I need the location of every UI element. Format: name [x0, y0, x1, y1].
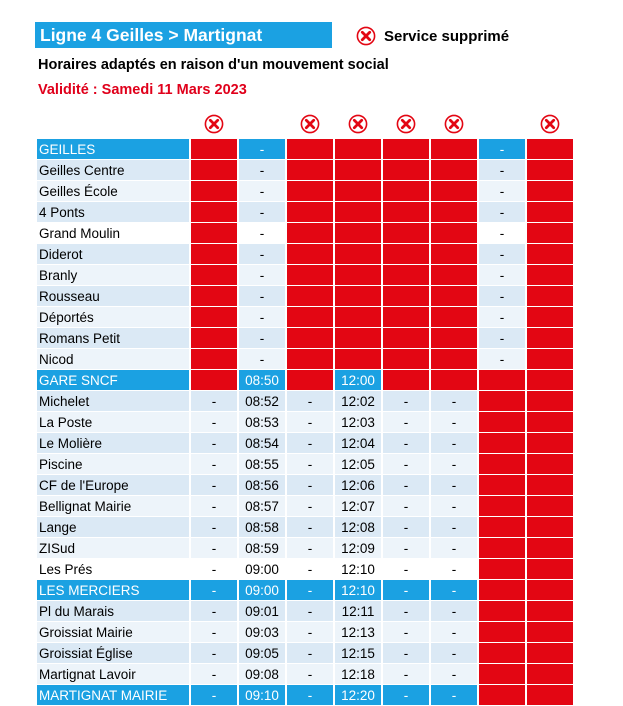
cancelled-x-icon [444, 114, 464, 134]
stop-name: Martignat Lavoir [37, 664, 189, 685]
table-row [37, 244, 573, 265]
time-cell: - [431, 391, 477, 412]
table-row [37, 286, 573, 307]
cancelled-cell [287, 286, 333, 307]
cancelled-cell [287, 265, 333, 286]
time-cell: 08:55 [239, 454, 285, 475]
time-cell: - [191, 559, 237, 580]
time-cell: - [431, 643, 477, 664]
time-cell: - [431, 664, 477, 685]
time-cell: - [239, 286, 285, 307]
stop-name: ZISud [37, 538, 189, 559]
cancelled-cell [479, 643, 525, 664]
cancelled-cell [383, 265, 429, 286]
cancelled-cell [431, 328, 477, 349]
cancelled-cell [191, 160, 237, 181]
time-cell: - [287, 496, 333, 517]
table-row [37, 139, 573, 160]
cancelled-cell [479, 454, 525, 475]
time-cell: - [479, 349, 525, 370]
time-cell: - [479, 244, 525, 265]
time-cell: - [479, 328, 525, 349]
cancelled-cell [191, 328, 237, 349]
time-cell: - [287, 580, 333, 601]
time-cell: 08:58 [239, 517, 285, 538]
table-row [37, 685, 573, 706]
table-row [37, 517, 573, 538]
time-cell: - [239, 265, 285, 286]
time-cell: - [431, 412, 477, 433]
cancelled-cell [527, 244, 573, 265]
cancelled-cell [287, 202, 333, 223]
cancelled-cell [383, 328, 429, 349]
cancelled-cell [527, 601, 573, 622]
time-cell: 09:03 [239, 622, 285, 643]
time-cell: - [239, 139, 285, 160]
cancelled-cell [479, 664, 525, 685]
time-cell: - [287, 517, 333, 538]
cancelled-cell [383, 160, 429, 181]
time-cell: - [239, 160, 285, 181]
cancelled-cell [527, 538, 573, 559]
cancelled-cell [527, 223, 573, 244]
time-cell: - [191, 412, 237, 433]
table-row [37, 496, 573, 517]
time-cell: 09:08 [239, 664, 285, 685]
time-cell: - [191, 580, 237, 601]
time-cell: 12:00 [335, 370, 381, 391]
cancelled-cell [287, 307, 333, 328]
stop-name: Pl du Marais [37, 601, 189, 622]
stop-name: MARTIGNAT MAIRIE [37, 685, 189, 706]
time-cell: - [431, 538, 477, 559]
time-cell: - [431, 685, 477, 706]
time-cell: - [191, 685, 237, 706]
time-cell: - [191, 538, 237, 559]
cancelled-cell [527, 139, 573, 160]
time-cell: - [287, 664, 333, 685]
time-cell: - [431, 517, 477, 538]
stop-name: Grand Moulin [37, 223, 189, 244]
cancelled-cell [287, 139, 333, 160]
legend-label: Service supprimé [384, 27, 510, 45]
table-row [37, 265, 573, 286]
cancelled-cell [527, 685, 573, 706]
time-cell: - [479, 181, 525, 202]
time-cell: 12:07 [335, 496, 381, 517]
time-cell: - [383, 517, 429, 538]
table-row [37, 601, 573, 622]
cancelled-cell [527, 454, 573, 475]
cancelled-cell [383, 370, 429, 391]
stop-name: Geilles École [37, 181, 189, 202]
time-cell: - [287, 475, 333, 496]
table-row [37, 538, 573, 559]
cancelled-cell [191, 370, 237, 391]
cancelled-x-icon [356, 26, 376, 46]
stop-name: Branly [37, 265, 189, 286]
table-row [37, 643, 573, 664]
table-row [37, 622, 573, 643]
table-row [37, 181, 573, 202]
time-cell: 09:01 [239, 601, 285, 622]
time-cell: - [383, 559, 429, 580]
cancelled-cell [527, 412, 573, 433]
time-cell: 12:06 [335, 475, 381, 496]
cancelled-cell [335, 202, 381, 223]
time-cell: - [191, 601, 237, 622]
time-cell: - [431, 454, 477, 475]
cancelled-cell [527, 580, 573, 601]
time-cell: - [191, 643, 237, 664]
stop-name: Le Molière [37, 433, 189, 454]
time-cell: - [287, 601, 333, 622]
cancelled-cell [191, 244, 237, 265]
cancelled-cell [479, 559, 525, 580]
time-cell: - [383, 580, 429, 601]
time-cell: 08:52 [239, 391, 285, 412]
cancelled-x-icon [204, 114, 224, 134]
cancelled-cell [335, 244, 381, 265]
time-cell: - [479, 286, 525, 307]
time-cell: - [191, 391, 237, 412]
cancelled-cell [287, 244, 333, 265]
stop-name: Romans Petit [37, 328, 189, 349]
time-cell: - [383, 622, 429, 643]
cancelled-cell [527, 517, 573, 538]
time-cell: 08:54 [239, 433, 285, 454]
time-cell: - [287, 454, 333, 475]
stop-name: Déportés [37, 307, 189, 328]
cancelled-cell [527, 433, 573, 454]
stop-name: Nicod [37, 349, 189, 370]
cancelled-cell [479, 433, 525, 454]
cancelled-cell [383, 223, 429, 244]
cancelled-cell [335, 286, 381, 307]
cancelled-cell [191, 286, 237, 307]
cancelled-cell [191, 265, 237, 286]
cancelled-cell [527, 202, 573, 223]
time-cell: - [239, 244, 285, 265]
cancelled-cell [527, 265, 573, 286]
stop-name: Geilles Centre [37, 160, 189, 181]
cancelled-cell [191, 139, 237, 160]
table-row [37, 202, 573, 223]
legend [356, 24, 509, 48]
cancelled-cell [431, 370, 477, 391]
cancelled-cell [479, 517, 525, 538]
table-row [37, 223, 573, 244]
table-row [37, 454, 573, 475]
time-cell: 08:57 [239, 496, 285, 517]
time-cell: - [431, 622, 477, 643]
cancelled-cell [335, 265, 381, 286]
time-cell: - [383, 643, 429, 664]
cancelled-cell [527, 391, 573, 412]
cancelled-cell [431, 139, 477, 160]
table-row [37, 328, 573, 349]
cancelled-cell [335, 349, 381, 370]
cancelled-cell [287, 160, 333, 181]
cancelled-cell [191, 181, 237, 202]
cancelled-cell [527, 349, 573, 370]
cancelled-cell [431, 244, 477, 265]
time-cell: - [431, 601, 477, 622]
time-cell: 09:10 [239, 685, 285, 706]
time-cell: - [431, 580, 477, 601]
cancelled-cell [431, 202, 477, 223]
table-row [37, 412, 573, 433]
cancelled-x-icon [300, 114, 320, 134]
time-cell: - [383, 475, 429, 496]
cancelled-cell [479, 601, 525, 622]
time-cell: - [479, 307, 525, 328]
stop-name: CF de l'Europe [37, 475, 189, 496]
time-cell: 08:53 [239, 412, 285, 433]
stop-name: Groissiat Église [37, 643, 189, 664]
time-cell: - [287, 559, 333, 580]
time-cell: - [431, 433, 477, 454]
time-cell: - [479, 139, 525, 160]
cancelled-cell [527, 664, 573, 685]
time-cell: - [479, 223, 525, 244]
time-cell: - [191, 496, 237, 517]
time-cell: - [239, 349, 285, 370]
cancelled-cell [335, 223, 381, 244]
table-row [37, 559, 573, 580]
time-cell: - [383, 664, 429, 685]
time-cell: - [239, 223, 285, 244]
cancelled-cell [527, 370, 573, 391]
cancelled-cell [383, 139, 429, 160]
time-cell: 12:04 [335, 433, 381, 454]
time-cell: - [191, 433, 237, 454]
cancelled-cell [191, 223, 237, 244]
stop-name: Groissiat Mairie [37, 622, 189, 643]
time-cell: 12:03 [335, 412, 381, 433]
cancelled-cell [479, 538, 525, 559]
stop-name: GARE SNCF [37, 370, 189, 391]
cancelled-cell [527, 496, 573, 517]
time-cell: 12:02 [335, 391, 381, 412]
time-cell: 12:10 [335, 559, 381, 580]
table-row [37, 433, 573, 454]
stop-name: Michelet [37, 391, 189, 412]
time-cell: - [287, 433, 333, 454]
stop-name: LES MERCIERS [37, 580, 189, 601]
line-title: Ligne 4 Geilles > Martignat [35, 22, 332, 48]
cancelled-x-icon [348, 114, 368, 134]
time-cell: 12:09 [335, 538, 381, 559]
time-cell: - [383, 601, 429, 622]
time-cell: - [479, 265, 525, 286]
stop-name: Les Prés [37, 559, 189, 580]
time-cell: - [191, 475, 237, 496]
table-row [37, 160, 573, 181]
stop-name: GEILLES [37, 139, 189, 160]
stop-name: Bellignat Mairie [37, 496, 189, 517]
stop-name: Diderot [37, 244, 189, 265]
cancelled-cell [191, 349, 237, 370]
time-cell: - [383, 538, 429, 559]
time-cell: 09:05 [239, 643, 285, 664]
cancelled-cell [431, 265, 477, 286]
time-cell: 12:10 [335, 580, 381, 601]
cancelled-cell [335, 160, 381, 181]
stop-name: La Poste [37, 412, 189, 433]
time-cell: - [239, 202, 285, 223]
cancelled-cell [287, 349, 333, 370]
table-row [37, 664, 573, 685]
cancelled-cell [383, 181, 429, 202]
cancelled-cell [287, 328, 333, 349]
cancelled-cell [479, 412, 525, 433]
time-cell: - [239, 181, 285, 202]
cancelled-cell [479, 580, 525, 601]
cancelled-cell [527, 643, 573, 664]
cancelled-cell [383, 244, 429, 265]
cancelled-x-icon [396, 114, 416, 134]
cancelled-cell [287, 370, 333, 391]
time-cell: - [479, 202, 525, 223]
cancelled-cell [431, 307, 477, 328]
table-row [37, 580, 573, 601]
table-row [37, 307, 573, 328]
stop-name: Rousseau [37, 286, 189, 307]
cancelled-cell [191, 202, 237, 223]
cancelled-x-icon [540, 114, 560, 134]
time-cell: - [431, 496, 477, 517]
cancelled-cell [527, 559, 573, 580]
cancelled-cell [383, 307, 429, 328]
time-cell: 09:00 [239, 580, 285, 601]
cancelled-cell [527, 160, 573, 181]
table-row [37, 370, 573, 391]
cancelled-cell [527, 328, 573, 349]
time-cell: 12:11 [335, 601, 381, 622]
stop-name: 4 Ponts [37, 202, 189, 223]
time-cell: - [191, 517, 237, 538]
cancelled-cell [335, 328, 381, 349]
time-cell: - [239, 328, 285, 349]
time-cell: 12:18 [335, 664, 381, 685]
time-cell: 08:56 [239, 475, 285, 496]
table-row [37, 349, 573, 370]
cancelled-cell [479, 391, 525, 412]
cancelled-cell [287, 223, 333, 244]
time-cell: 12:20 [335, 685, 381, 706]
time-cell: - [287, 538, 333, 559]
time-cell: 08:59 [239, 538, 285, 559]
time-cell: - [431, 559, 477, 580]
time-cell: - [287, 412, 333, 433]
time-cell: 12:05 [335, 454, 381, 475]
time-cell: - [383, 685, 429, 706]
cancelled-cell [383, 349, 429, 370]
time-cell: - [383, 433, 429, 454]
cancelled-cell [335, 139, 381, 160]
time-cell: - [287, 391, 333, 412]
cancelled-cell [527, 307, 573, 328]
time-cell: - [383, 496, 429, 517]
cancelled-cell [335, 307, 381, 328]
table-row [37, 391, 573, 412]
validity-date: Validité : Samedi 11 Mars 2023 [38, 82, 247, 98]
cancelled-cell [431, 286, 477, 307]
cancelled-cell [383, 286, 429, 307]
time-cell: - [287, 685, 333, 706]
time-cell: - [287, 643, 333, 664]
cancelled-cell [383, 202, 429, 223]
time-cell: 09:00 [239, 559, 285, 580]
time-cell: - [191, 664, 237, 685]
stop-name: Piscine [37, 454, 189, 475]
cancelled-cell [191, 307, 237, 328]
stop-name: Lange [37, 517, 189, 538]
cancelled-cell [479, 475, 525, 496]
time-cell: 12:13 [335, 622, 381, 643]
time-cell: - [191, 454, 237, 475]
time-cell: - [287, 622, 333, 643]
cancelled-cell [287, 181, 333, 202]
cancelled-cell [335, 181, 381, 202]
time-cell: 08:50 [239, 370, 285, 391]
cancelled-cell [479, 496, 525, 517]
cancelled-columns-row [0, 113, 623, 137]
table-row [37, 475, 573, 496]
time-cell: - [191, 622, 237, 643]
cancelled-cell [431, 181, 477, 202]
time-cell: - [479, 160, 525, 181]
cancelled-cell [479, 685, 525, 706]
time-cell: - [431, 475, 477, 496]
time-cell: - [383, 391, 429, 412]
cancelled-cell [527, 475, 573, 496]
time-cell: 12:08 [335, 517, 381, 538]
cancelled-cell [479, 370, 525, 391]
cancelled-cell [527, 622, 573, 643]
cancelled-cell [431, 160, 477, 181]
subtitle: Horaires adaptés en raison d'un mouvement social [38, 57, 389, 73]
cancelled-cell [527, 286, 573, 307]
cancelled-cell [431, 223, 477, 244]
cancelled-cell [431, 349, 477, 370]
time-cell: - [239, 307, 285, 328]
timetable [37, 139, 573, 706]
time-cell: 12:15 [335, 643, 381, 664]
time-cell: - [383, 412, 429, 433]
cancelled-cell [479, 622, 525, 643]
time-cell: - [383, 454, 429, 475]
cancelled-cell [527, 181, 573, 202]
